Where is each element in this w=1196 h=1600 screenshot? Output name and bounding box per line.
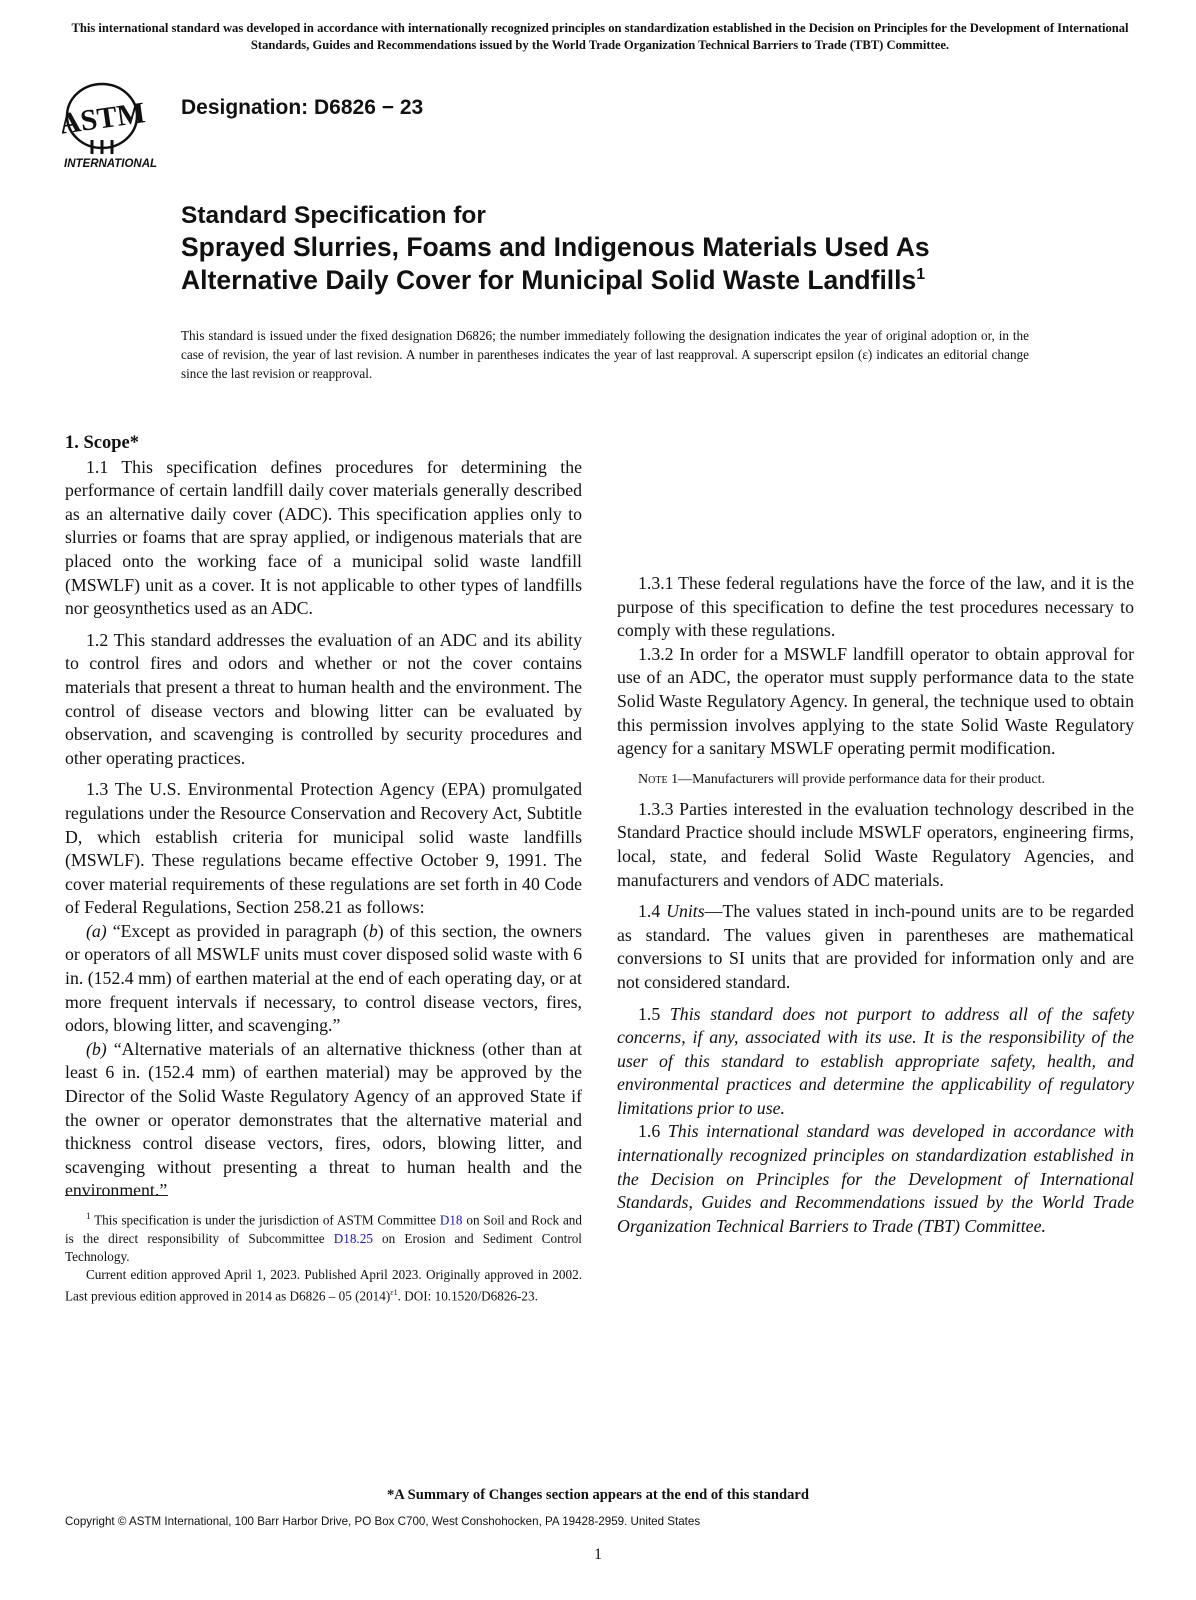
paragraph-1-3-3: 1.3.3 Parties interested in the evaluation technology described in the Standard Practice should include MSWLF operators, engineering firms, local, state, and federal Solid Waste Regulatory Agencies, and manufacturers and vendors of ADC materials. bbox=[617, 798, 1134, 890]
paragraph-1-3-1: 1.3.1 These federal regulations have the force of the law, and it is the purpose of this specification to define the test procedures necessary to comply with these regulations. bbox=[617, 573, 1134, 641]
footnote-divider bbox=[65, 1195, 168, 1196]
right-column bbox=[617, 430, 1134, 1238]
title-line-2: Sprayed Slurries, Foams and Indigenous Materials Used As bbox=[181, 232, 930, 262]
footnotes bbox=[65, 1207, 582, 1306]
committee-d18-link[interactable]: D18 bbox=[439, 1212, 463, 1228]
paragraph-1-5-text: This standard does not purport to address all of the safety concerns, if any, associated with its use. It is the responsibility of the user of this standard to establish appropriate safety, health, and environmental practices and determine the applicability of regulatory limitations prior to use. bbox=[617, 1003, 1134, 1118]
paragraph-1-4 bbox=[617, 900, 1134, 994]
footnote-edition bbox=[65, 1266, 582, 1306]
footnote-edition-doi: . DOI: 10.1520/D6826-23. bbox=[397, 1288, 538, 1304]
paragraph-1-4-num: 1.4 bbox=[638, 901, 667, 922]
paragraph-1-6-num: 1.6 bbox=[638, 1121, 668, 1142]
paragraph-1-6-text: This international standard was developed in accordance with internationally recognized principles on standardization established in the Decision on Principles for the Development of International Standards, Guides and Recommendations issued by the World Trade Organization Technical Barriers to Trade (TBT) Committee. bbox=[617, 1121, 1135, 1236]
footnote-1-text-a: This specification is under the jurisdiction of ASTM Committee bbox=[94, 1212, 440, 1228]
astm-logo bbox=[62, 78, 170, 170]
subcommittee-d18-25-link[interactable]: D18.25 bbox=[333, 1230, 373, 1246]
quote-b-text: “Alternative materials of an alternative thickness (other than at least 6 in. (152.4 mm) of earthen material) may be approved by the Director of the Solid Waste Regulatory Agency of an approved State if the owner or operator demonstrates that the alternative material and thickness control disease vectors, fires, odors, blowing litter, and scavenging without presenting a threat to human health and the environment.” bbox=[65, 1038, 582, 1201]
quote-a-label: (a) bbox=[86, 920, 107, 941]
footnote-1-text-b: on Soil and Rock and is the direct responsibility of Subcommittee bbox=[65, 1212, 582, 1246]
title-block bbox=[181, 201, 1081, 297]
paragraph-1-4-text: —The values stated in inch-pound units are to be regarded as standard. The values given in parentheses are mathematical conversions to SI units that are provided for information only and are not considered standard. bbox=[617, 901, 1134, 992]
quote-a-ref: b bbox=[368, 920, 378, 941]
note-1 bbox=[617, 769, 1134, 790]
quote-b bbox=[65, 1038, 582, 1203]
paragraph-1-4-label: Units bbox=[666, 901, 705, 922]
copyright: Copyright © ASTM International, 100 Barr Harbor Drive, PO Box C700, West Conshohocken, PA 19428-2959. United States bbox=[65, 1515, 701, 1528]
paragraph-1-6 bbox=[617, 1120, 1134, 1238]
note-1-text: —Manufacturers will provide performance data for their product. bbox=[678, 771, 1046, 787]
top-notice: This international standard was developed in accordance with internationally recognized principles on standardization established in the Decision on Principles for the Development of International Standards, Guides and Recommendations issued by the World Trade Organization Technical Barriers to Trade (TBT) Committee. bbox=[71, 21, 1129, 52]
quote-a-post: ) of this section, the owners or operators of all MSWLF units must cover disposed solid waste with 6 in. (152.4 mm) of earthen material at the end of each operating day, or at more frequent intervals if necessary, to control disease vectors, fires, odors, blowing litter, and scavenging.” bbox=[65, 920, 582, 1036]
quote-a-pre: “Except as provided in paragraph ( bbox=[106, 920, 369, 941]
title-line-3 bbox=[181, 264, 1081, 297]
designation: Designation: D6826 − 23 bbox=[181, 96, 424, 119]
title-line-3-text: Alternative Daily Cover for Municipal Solid Waste Landfills bbox=[181, 265, 917, 295]
section-heading-scope: 1. Scope* bbox=[65, 433, 139, 453]
title-line-1: Standard Specification for bbox=[181, 202, 486, 229]
quote-a bbox=[65, 920, 582, 1038]
page-number: 1 bbox=[594, 1546, 602, 1563]
note-1-label: Note bbox=[638, 771, 668, 787]
left-column bbox=[65, 432, 582, 1203]
issue-note: This standard is issued under the fixed designation D6826; the number immediately following the designation indicates the year of original adoption or, in the case of revision, the year of last revision. A number in parentheses indicates the year of last reapproval. A superscript epsilon (ε) indicates an editorial change since the last revision or reapproval. bbox=[181, 328, 1029, 381]
footnote-edition-text: Current edition approved April 1, 2023. Published April 2023. Originally approved in 2002. Last previous edition approved in 2014 as D6826 – 05 (2014) bbox=[65, 1267, 582, 1304]
paragraph-1-1: 1.1 This specification defines procedures for determining the performance of certain landfill daily cover materials generally described as an alternative daily cover (ADC). This specification applies only to slurries or foams that are spray applied, or indigenous materials that are placed onto the working face of a municipal solid waste landfill (MSWLF) unit as a cover. It is not applicable to other types of landfills nor geosynthetics used as an ADC. bbox=[65, 456, 582, 619]
quote-b-label: (b) bbox=[86, 1038, 107, 1059]
paragraph-1-5-num: 1.5 bbox=[638, 1003, 670, 1024]
paragraph-1-3-2: 1.3.2 In order for a MSWLF landfill operator to obtain approval for use of an ADC, the operator must supply performance data to the state Solid Waste Regulatory Agency. In general, the technique used to obtain this permission involves applying to the state Solid Waste Regulatory agency for a sanitary MSWLF operating permit modification. bbox=[617, 643, 1134, 759]
astm-logo-icon bbox=[62, 78, 170, 170]
footnote-1: $^1$ This specification is under the jurisdiction of ASTM Committee D18 on Soil and Rock and is the direct responsibility of Subcommittee D18.25 on Erosion and Sediment Control Technology. bbox=[65, 1211, 582, 1264]
logo-subtext: INTERNATIONAL bbox=[64, 158, 158, 170]
summary-of-changes-note: *A Summary of Changes section appears at the end of this standard bbox=[386, 1487, 810, 1503]
footnote-edition-sup: ε1 bbox=[390, 1288, 398, 1298]
logo-text: ASTM bbox=[62, 96, 148, 141]
paragraph-1-2: 1.2 This standard addresses the evaluation of an ADC and its ability to control fires and odors and whether or not the cover contains materials that present a threat to human health and the environment. The control of disease vectors and blowing litter can be evaluated by observation, and scavenging is controlled by security procedures and other operating practices. bbox=[65, 629, 582, 768]
footnote-1-text-c: on Erosion and Sediment Control Technology. bbox=[65, 1230, 582, 1264]
paragraph-1-5 bbox=[617, 1003, 1134, 1121]
title-footnote-ref: 1 bbox=[916, 266, 926, 284]
note-1-num: 1 bbox=[667, 771, 679, 787]
paragraph-1-3: 1.3 The U.S. Environmental Protection Agency (EPA) promulgated regulations under the Resource Conservation and Recovery Act, Subtitle D, which establish criteria for municipal solid waste landfills (MSWLF). These regulations became effective October 9, 1991. The cover material requirements of these regulations are set forth in 40 Code of Federal Regulations, Section 258.21 as follows: bbox=[65, 779, 582, 918]
